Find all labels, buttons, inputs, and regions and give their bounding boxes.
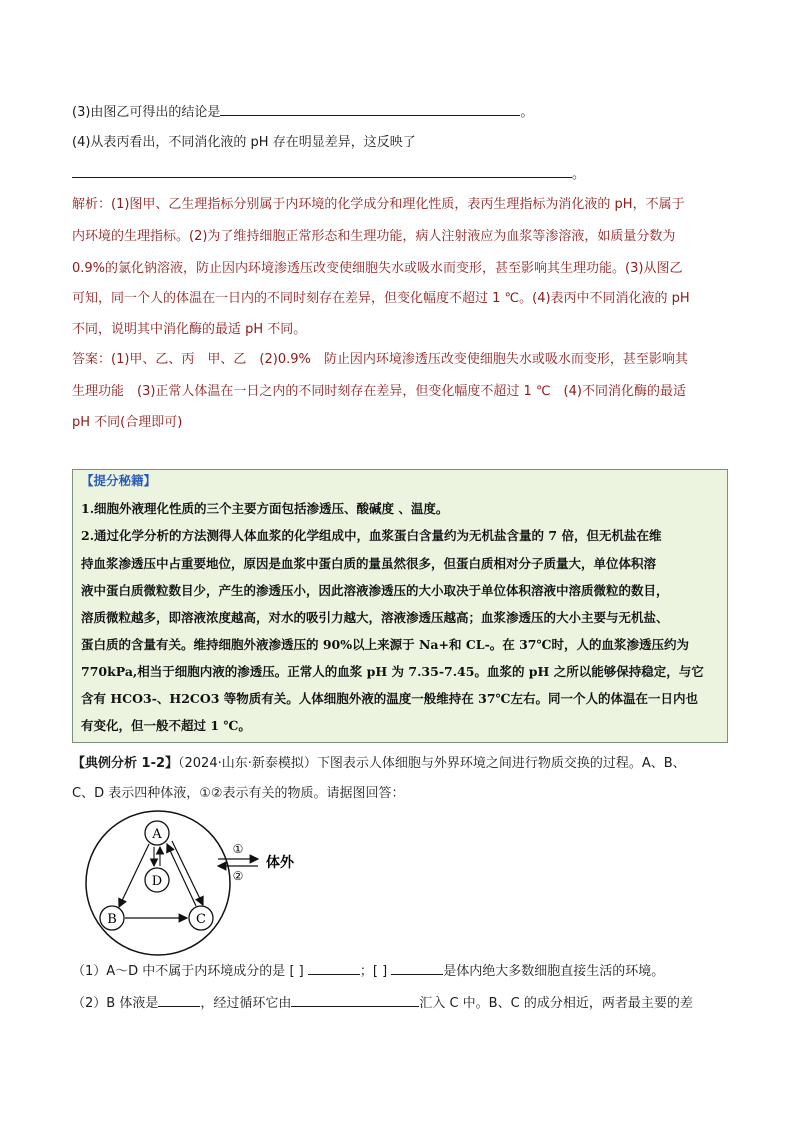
example-line-1: 【典例分析 1-2】（2024·山东·新泰模拟）下图表示人体细胞与外界环境之间进行物质交换的过程。A、B、 [72,756,686,771]
example-line-2: C、D 表示四种体液，①②表示有关的物质。请据图回答： [72,786,405,801]
analysis-line: 解析：(1)图甲、乙生理指标分别属于内环境的化学成分和理化性质，表丙生理指标为消化液的 pH，不属于 [72,197,685,212]
answer-line: 答案：(1)甲、乙、丙 甲、乙 (2)0.9% 防止因内环境渗透压改变使细胞失水或吸水而变形，甚至影响其 [72,352,688,367]
answer-blank [220,101,520,116]
answer-line: pH 不同(合理即可) [72,415,183,430]
answer-blank [391,960,443,975]
tips-line: 持血浆渗透压中占重要地位，原因是血浆中蛋白质的量虽然很多，但蛋白质相对分子质量大，单位体积溶 [81,556,657,571]
tips-line: 有变化，但一般不超过 1 ℃。 [81,718,251,733]
question-3-text: (3)由图乙可得出的结论是 [72,105,221,120]
analysis-line: 不同，说明其中消化酶的最适 pH 不同。 [72,322,307,337]
arrow-a-to-c [172,841,203,905]
svg-text:D: D [151,874,163,889]
arrow-a-to-b [119,844,149,907]
tips-line: 770kPa,相当于细胞内液的渗透压。正常人的血浆 pH 为 7.35-7.45。血浆的 pH 之所以能够保持稳定，与它 [81,664,704,679]
label-outside: 体外 [266,855,294,871]
tips-box [72,469,728,743]
node-c [189,906,213,930]
svg-text:B: B [107,912,117,927]
node-b [100,906,124,930]
tips-line: 1.细胞外液理化性质的三个主要方面包括渗透压、酸碱度 、温度。 [81,501,449,516]
label-2: ② [232,869,244,883]
question-2: （2）B 体液是 ，经过循环它由 汇入 C 中。B、C 的成分相近，两者最主要的差 [72,992,693,1014]
question-4: (4)从表丙看出，不同消化液的 pH 存在明显差异，这反映了 [72,135,416,150]
question-4-blank-line: 。 [72,163,585,185]
question-1: （1）A～D 中不属于内环境成分的是 [ ] ；[ ] 是体内绝大多数细胞直接生活的环境。 [72,960,664,982]
analysis-line: 0.9%的氯化钠溶液，防止因内环境渗透压改变使细胞失水或吸水而变形，甚至影响其生理功能。(3)从图乙 [72,261,683,276]
svg-text:A: A [152,827,162,842]
tips-line: 溶质微粒越多，即溶液浓度越高，对水的吸引力越大，溶液渗透压越高；血浆渗透压的大小主要与无机盐、 [81,610,669,625]
body-fluid-diagram [70,808,340,958]
tips-line: 液中蛋白质微粒数目少，产生的渗透压小，因此溶液渗透压的大小取决于单位体积溶液中溶质微粒的数目， [81,583,669,598]
svg-text:C: C [196,912,206,927]
answer-line: 生理功能 (3)正常人体温在一日之内的不同时刻存在差异，但变化幅度不超过 1 ℃ (4)不同消化酶的最适 [72,384,686,399]
answer-blank [158,992,200,1007]
answer-blank [72,163,572,178]
tips-line: 蛋白质的含量有关。维持细胞外液渗透压的 90%以上来源于 Na+和 CL-。在 37℃时，人的血浆渗透压约为 [81,637,689,652]
arrow-c-to-a [167,844,196,906]
answer-blank [291,992,419,1007]
question-3: (3)由图乙可得出的结论是 。 [72,101,533,123]
analysis-line: 可知，同一个人的体温在一日内的不同时刻存在差异，但变化幅度不超过 1 ℃。(4)表丙中不同消化液的 pH [72,291,690,306]
analysis-line: 内环境的生理指标。(2)为了维持细胞正常形态和生理功能，病人注射液应为血浆等渗溶液，如质量分数为 [72,229,676,244]
tips-line: 含有 HCO3-、H2CO3 等物质有关。人体细胞外液的温度一般维持在 37℃左右。同一个人的体温在一日内也 [81,691,699,706]
node-d [145,868,169,892]
label-1: ① [232,842,244,856]
tips-title: 【提分秘籍】 [81,473,157,488]
answer-blank [308,960,360,975]
node-a [145,821,169,845]
tips-line: 2.通过化学分析的方法测得人体血浆的化学组成中，血浆蛋白含量约为无机盐含量的 7 倍，但无机盐在维 [81,528,662,543]
example-label: 【典例分析 1-2】 [72,756,179,771]
